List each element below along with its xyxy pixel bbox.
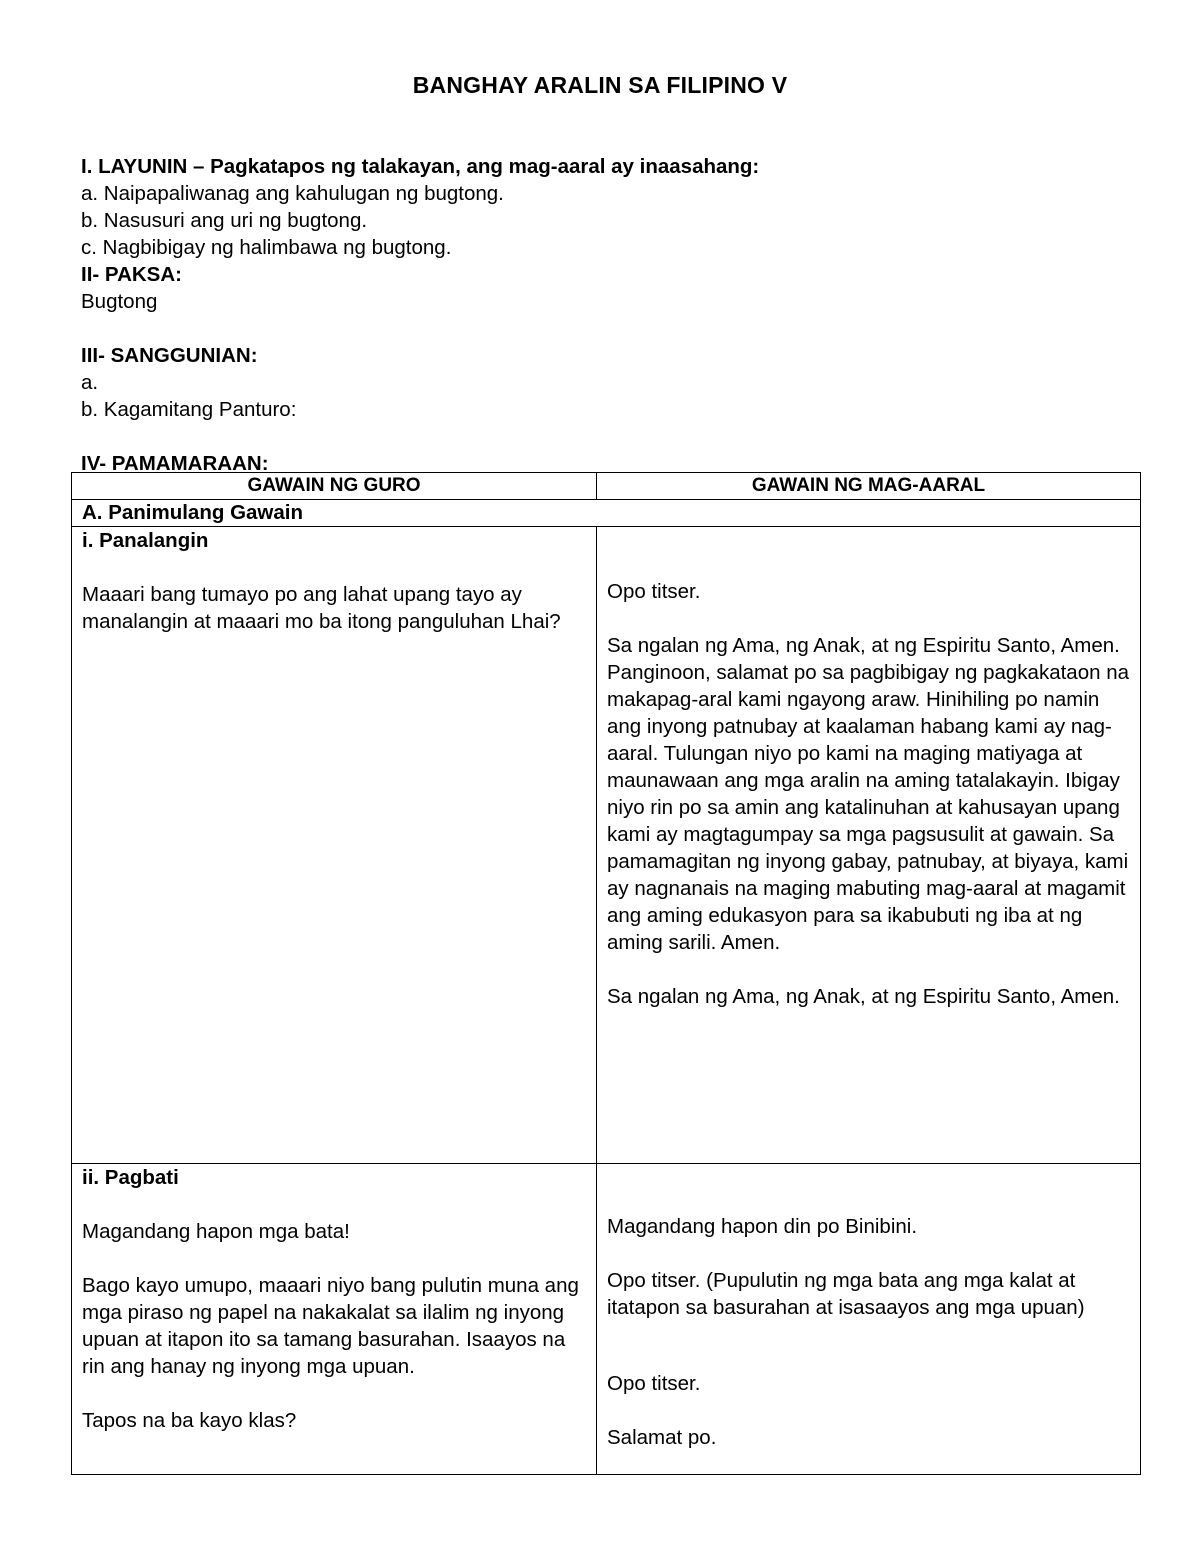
- pamamaraan-table: [71, 472, 1141, 1475]
- sanggunian-item: a.: [81, 371, 99, 394]
- table-row-pagbati: [72, 1164, 1141, 1475]
- cell-mag-aaral-pagbati: [597, 1164, 1141, 1475]
- spacer: [81, 423, 1141, 450]
- guro-line: Bago kayo umupo, maaari niyo bang pulutin muna ang mga piraso ng papel na nakakalat sa ilalim ng inyong upuan at itapon ito sa tamang basurahan. Isaayos na rin ang hanay ng inyong mga upuan.: [82, 1274, 579, 1378]
- spacer: [82, 1245, 586, 1272]
- sanggunian-item: b. Kagamitang Panturo:: [81, 398, 297, 421]
- mag-aaral-line: Salamat po.: [607, 1426, 717, 1449]
- spacer: [607, 1191, 1130, 1213]
- spacer: [607, 1240, 1130, 1267]
- layunin-item: b. Nasusuri ang uri ng bugtong.: [81, 209, 368, 232]
- spacer: [82, 1380, 586, 1407]
- spacer: [82, 554, 586, 581]
- panalangin-heading: i. Panalangin: [82, 529, 209, 552]
- layunin-heading: I. LAYUNIN – Pagkatapos ng talakayan, ang mag-aaral ay inaasahang:: [81, 155, 760, 178]
- cell-guro-panalangin: [72, 527, 597, 1164]
- mag-aaral-line: Opo titser.: [607, 1372, 701, 1395]
- document-title: BANGHAY ARALIN SA FILIPINO V: [412, 72, 788, 98]
- mag-aaral-line: Sa ngalan ng Ama, ng Anak, at ng Espiritu Santo, Amen.: [607, 985, 1120, 1008]
- column-header-mag-aaral: GAWAIN NG MAG-AARAL: [597, 473, 1141, 500]
- table-row-panalangin: [72, 527, 1141, 1164]
- spacer: [607, 1397, 1130, 1424]
- spacer: [607, 1348, 1130, 1370]
- lesson-plan-header-sections: [81, 153, 1141, 477]
- spacer: [82, 1191, 586, 1218]
- table-header-row: [72, 473, 1141, 500]
- section-title: A. Panimulang Gawain: [72, 500, 1141, 527]
- section-row: [72, 500, 1141, 527]
- cell-guro-pagbati: [72, 1164, 597, 1475]
- layunin-item: c. Nagbibigay ng halimbawa ng bugtong.: [81, 236, 452, 259]
- column-header-guro: GAWAIN NG GURO: [72, 473, 597, 500]
- spacer: [607, 605, 1130, 632]
- mag-aaral-line: Magandang hapon din po Binibini.: [607, 1215, 918, 1238]
- spacer: [607, 527, 1130, 554]
- mag-aaral-line: Opo titser. (Pupulutin ng mga bata ang mga kalat at itatapon sa basurahan at isasaayos ang mga upuan): [607, 1269, 1085, 1319]
- guro-line: Maaari bang tumayo po ang lahat upang tayo ay manalangin at maaari mo ba itong panguluhan Lhai?: [82, 583, 561, 633]
- paksa-heading: II- PAKSA:: [81, 263, 182, 286]
- spacer: [607, 554, 1130, 578]
- spacer: [607, 1164, 1130, 1191]
- mag-aaral-line: Opo titser.: [607, 580, 701, 603]
- paksa-value: Bugtong: [81, 290, 158, 313]
- cell-mag-aaral-panalangin: [597, 527, 1141, 1164]
- guro-line: Tapos na ba kayo klas?: [82, 1409, 297, 1432]
- mag-aaral-line: Sa ngalan ng Ama, ng Anak, at ng Espiritu Santo, Amen.: [607, 634, 1120, 657]
- mag-aaral-prayer: Panginoon, salamat po sa pagbibigay ng pagkakataon na makapag-aral kami ngayong araw. Hinihiling po namin ang inyong patnubay at kaalaman habang kami ay nag-aaral. Tulungan niyo po kami na maging matiyaga at maunawaan ang mga aralin na aming tatalakayin. Ibigay niyo rin po sa amin ang katalinuhan at kahusayan upang kami ay magtagumpay sa mga pagsusulit at gawain. Sa pamamagitan ng inyong gabay, patnubay, at biyaya, kami ay nagnanais na maging mabuting mag-aaral at magamit ang aming edukasyon para sa ikabubuti ng iba at ng aming sarili. Amen.: [607, 661, 1130, 954]
- guro-line: Magandang hapon mga bata!: [82, 1220, 350, 1243]
- layunin-item: a. Naipapaliwanag ang kahulugan ng bugtong.: [81, 182, 504, 205]
- sanggunian-heading: III- SANGGUNIAN:: [81, 344, 258, 367]
- spacer: [607, 1321, 1130, 1348]
- pamamaraan-heading: IV- PAMAMARAAN:: [81, 452, 269, 475]
- spacer: [81, 315, 1141, 342]
- pagbati-heading: ii. Pagbati: [82, 1166, 179, 1189]
- spacer: [607, 956, 1130, 983]
